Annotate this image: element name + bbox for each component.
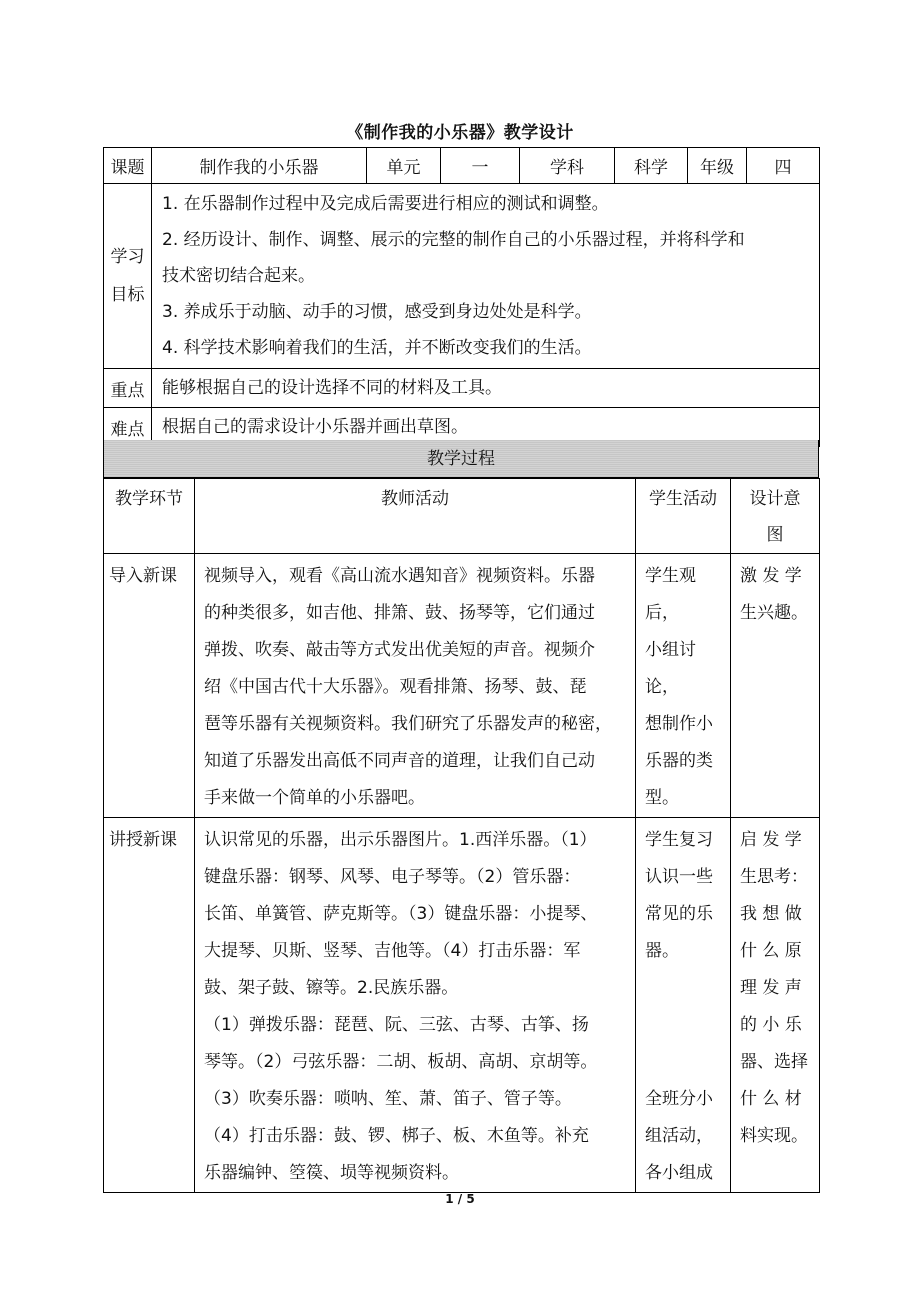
grade-value: 四 bbox=[747, 148, 820, 184]
text-line: 全班分小 bbox=[645, 1089, 713, 1109]
text-line: 组活动， bbox=[645, 1126, 713, 1146]
text-line: 认识常见的乐器，出示乐器图片。1.西洋乐器。（1） bbox=[204, 830, 597, 850]
document-title: 《制作我的小乐器》教学设计 bbox=[346, 123, 574, 143]
student-activity bbox=[636, 818, 731, 1193]
text-line bbox=[645, 970, 724, 1007]
topic-label: 课题 bbox=[104, 148, 152, 184]
text-line: 启 发 学 bbox=[740, 830, 802, 850]
text-line: 手来做一个简单的小乐器吧。 bbox=[204, 788, 425, 808]
goal-item: 4. 科学技术影响着我们的生活，并不断改变我们的生活。 bbox=[162, 338, 592, 358]
intent-header-line: 图 bbox=[766, 525, 784, 545]
text-line: 学生观后， bbox=[645, 566, 696, 623]
text-line: 生兴趣。 bbox=[740, 603, 808, 623]
text-line: 生思考： bbox=[740, 867, 808, 887]
grade-label: 年级 bbox=[688, 148, 747, 184]
text-line: 的 小 乐 bbox=[740, 1015, 802, 1035]
text-line bbox=[645, 1007, 724, 1044]
text-line: 绍《中国古代十大乐器》。观看排箫、扬琴、鼓、琵 bbox=[204, 677, 587, 697]
text-line: 学生复习 bbox=[645, 830, 713, 850]
text-line: 乐器编钟、箜篌、埙等视频资料。 bbox=[204, 1163, 459, 1183]
text-line: 琴等。（2）弓弦乐器：二胡、板胡、高胡、京胡等。 bbox=[204, 1052, 598, 1072]
text-line: 什 么 材 bbox=[740, 1089, 802, 1109]
text-line: 知道了乐器发出高低不同声音的道理，让我们自己动 bbox=[204, 751, 595, 771]
text-line: 器。 bbox=[645, 941, 679, 961]
lesson-info-table bbox=[103, 147, 820, 447]
difficulty-value: 根据自己的需求设计小乐器并画出草图。 bbox=[152, 408, 820, 447]
process-header-row bbox=[104, 479, 820, 554]
student-header: 学生活动 bbox=[636, 479, 731, 554]
text-line: 什 么 原 bbox=[740, 941, 802, 961]
goals-label bbox=[104, 184, 152, 369]
text-line: 激 发 学 bbox=[740, 566, 802, 586]
subject-label: 学科 bbox=[520, 148, 615, 184]
topic-value: 制作我的小乐器 bbox=[152, 148, 367, 184]
text-line: 小组讨论， bbox=[645, 640, 696, 697]
text-line: 大提琴、贝斯、竖琴、吉他等。（4）打击乐器：军 bbox=[204, 941, 581, 961]
text-line: 常见的乐 bbox=[645, 904, 713, 924]
goal-item: 3. 养成乐于动脑、动手的习惯，感受到身边处处是科学。 bbox=[162, 302, 592, 322]
goal-item: 技术密切结合起来。 bbox=[162, 266, 315, 286]
process-row-intro bbox=[104, 554, 820, 818]
teacher-activity bbox=[195, 818, 636, 1193]
goal-item: 2. 经历设计、制作、调整、展示的完整的制作自己的小乐器过程，并将科学和 bbox=[162, 230, 745, 250]
intent-header-line: 设计意 bbox=[749, 489, 801, 509]
text-line: 乐器的类 bbox=[645, 751, 713, 771]
design-intent bbox=[731, 554, 820, 818]
text-line: 料实现。 bbox=[740, 1126, 808, 1146]
text-line: 鼓、架子鼓、镲等。2.民族乐器。 bbox=[204, 978, 459, 998]
topic-row bbox=[104, 148, 820, 184]
text-line: （4）打击乐器：鼓、锣、梆子、板、木鱼等。补充 bbox=[204, 1126, 589, 1146]
key-point-label: 重点 bbox=[104, 369, 152, 408]
text-line: （1）弹拨乐器：琵琶、阮、三弦、古琴、古筝、扬 bbox=[204, 1015, 589, 1035]
intent-header bbox=[731, 479, 820, 554]
text-line: 琶等乐器有关视频资料。我们研究了乐器发声的秘密， bbox=[204, 714, 612, 734]
text-line: 我 想 做 bbox=[740, 904, 802, 924]
process-row-lecture bbox=[104, 818, 820, 1193]
text-line: 想制作小 bbox=[645, 714, 713, 734]
goal-item: 1. 在乐器制作过程中及完成后需要进行相应的测试和调整。 bbox=[162, 194, 609, 214]
key-point-value: 能够根据自己的设计选择不同的材料及工具。 bbox=[152, 369, 820, 408]
unit-value: 一 bbox=[441, 148, 520, 184]
goals-label-line: 目标 bbox=[110, 285, 145, 305]
text-line: 器、选择 bbox=[740, 1052, 808, 1072]
unit-label: 单元 bbox=[367, 148, 441, 184]
text-line: 视频导入，观看《高山流水遇知音》视频资料。乐器 bbox=[204, 566, 595, 586]
text-line: （3）吹奏乐器：唢呐、笙、萧、笛子、管子等。 bbox=[204, 1089, 572, 1109]
text-line: 的种类很多，如吉他、排箫、鼓、扬琴等，它们通过 bbox=[204, 603, 595, 623]
text-line: 型。 bbox=[645, 788, 679, 808]
text-line: 键盘乐器：钢琴、风琴、电子琴等。（2）管乐器： bbox=[204, 867, 581, 887]
key-point-row bbox=[104, 369, 820, 408]
difficulty-label: 难点 bbox=[104, 408, 152, 447]
goals-list bbox=[152, 184, 820, 369]
text-line: 理 发 声 bbox=[740, 978, 802, 998]
process-banner: 教学过程 bbox=[103, 440, 819, 478]
teacher-activity bbox=[195, 554, 636, 818]
stage-cell: 导入新课 bbox=[104, 554, 195, 818]
text-line: 认识一些 bbox=[645, 867, 713, 887]
stage-header: 教学环节 bbox=[104, 479, 195, 554]
page-number: 1 / 5 bbox=[445, 1192, 475, 1206]
design-intent bbox=[731, 818, 820, 1193]
stage-cell: 讲授新课 bbox=[104, 818, 195, 1193]
text-line: 各小组成 bbox=[645, 1163, 713, 1183]
teaching-process-table bbox=[103, 478, 820, 1193]
teacher-header: 教师活动 bbox=[195, 479, 636, 554]
goals-row bbox=[104, 184, 820, 369]
student-activity bbox=[636, 554, 731, 818]
text-line bbox=[645, 1044, 724, 1081]
text-line: 长笛、单簧管、萨克斯等。（3）键盘乐器：小提琴、 bbox=[204, 904, 598, 924]
text-line: 弹拨、吹奏、敲击等方式发出优美短的声音。视频介 bbox=[204, 640, 595, 660]
goals-label-line: 学习 bbox=[110, 247, 145, 267]
subject-value: 科学 bbox=[615, 148, 688, 184]
